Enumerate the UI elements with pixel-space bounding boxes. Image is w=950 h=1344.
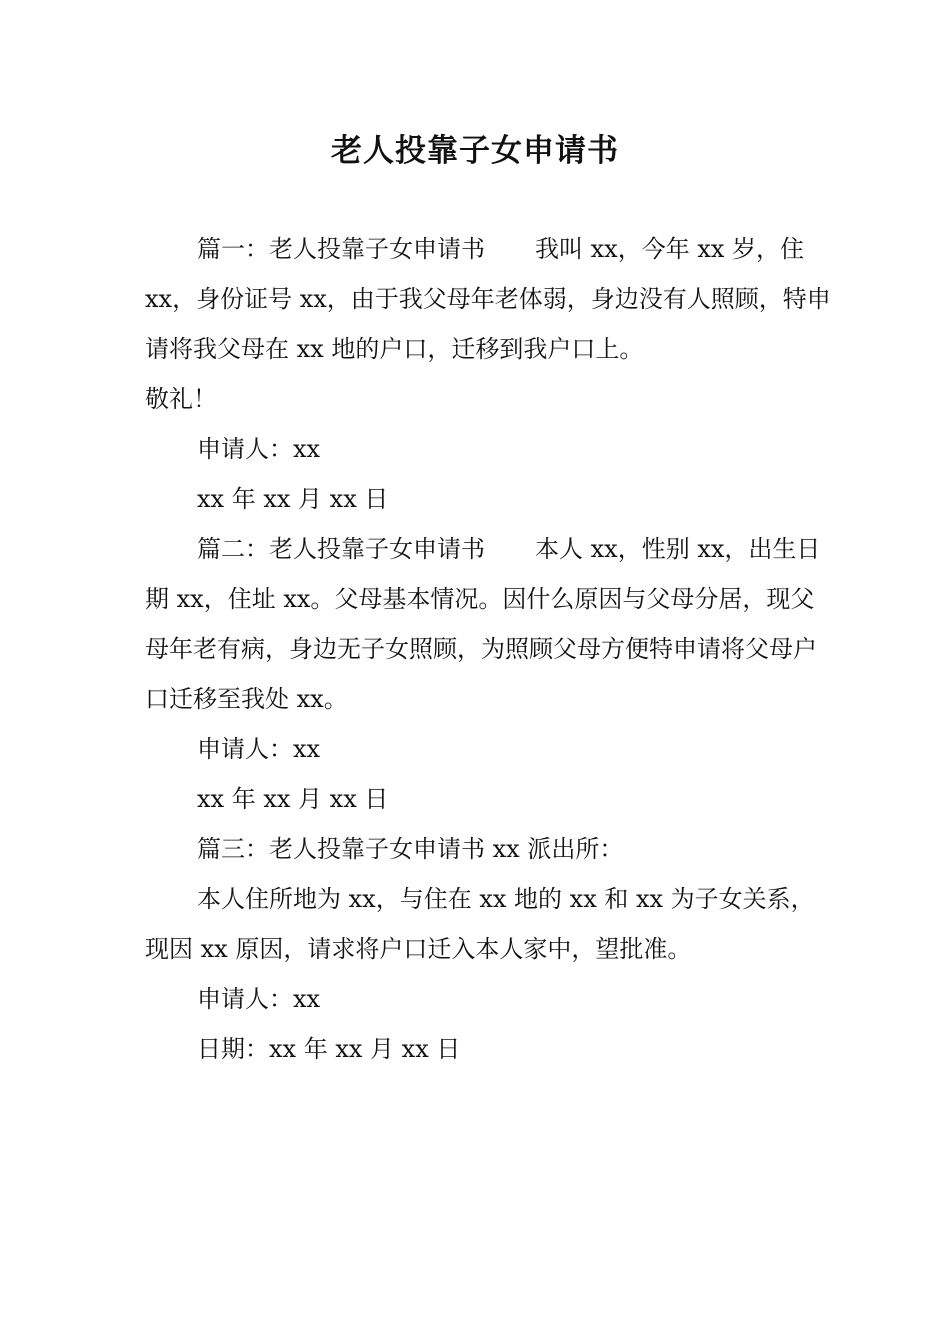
- section2-applicant: 申请人：xx: [197, 735, 321, 763]
- section1-paragraph: [145, 224, 835, 374]
- section2-text: 本人 xx，性别 xx，出生日期 xx，住址 xx。父母基本情况。因什么原因与父母分居，现父母年老有病，身边无子女照顾，为照顾父母方便特申请将父母户口迁移至我处 xx。: [145, 535, 821, 713]
- section2-paragraph: [145, 524, 835, 724]
- document-body: [145, 224, 835, 1074]
- document-title: 老人投靠子女申请书: [331, 133, 619, 169]
- section1-text: 我叫 xx，今年 xx 岁，住 xx，身份证号 xx，由于我父母年老体弱，身边没有人照顾，特申请将我父母在 xx 地的户口，迁移到我户口上。: [145, 235, 831, 363]
- section1-heading: 篇一：老人投靠子女申请书: [197, 235, 485, 263]
- section3-heading: 篇三：老人投靠子女申请书 xx 派出所：: [197, 835, 624, 863]
- section1-date: xx 年 xx 月 xx 日: [197, 485, 389, 513]
- section2-heading: 篇二：老人投靠子女申请书: [197, 535, 485, 563]
- section3-paragraph: 本人住所地为 xx，与住在 xx 地的 xx 和 xx 为子女关系，现因 xx 原因，请求将户口迁入本人家中，望批准。: [145, 885, 815, 963]
- section2-date: xx 年 xx 月 xx 日: [197, 785, 389, 813]
- section3-date: 日期：xx 年 xx 月 xx 日: [197, 1035, 461, 1063]
- section1-applicant: 申请人：xx: [197, 435, 321, 463]
- section3-applicant: 申请人：xx: [197, 985, 321, 1013]
- section1-closing: 敬礼！: [145, 385, 217, 413]
